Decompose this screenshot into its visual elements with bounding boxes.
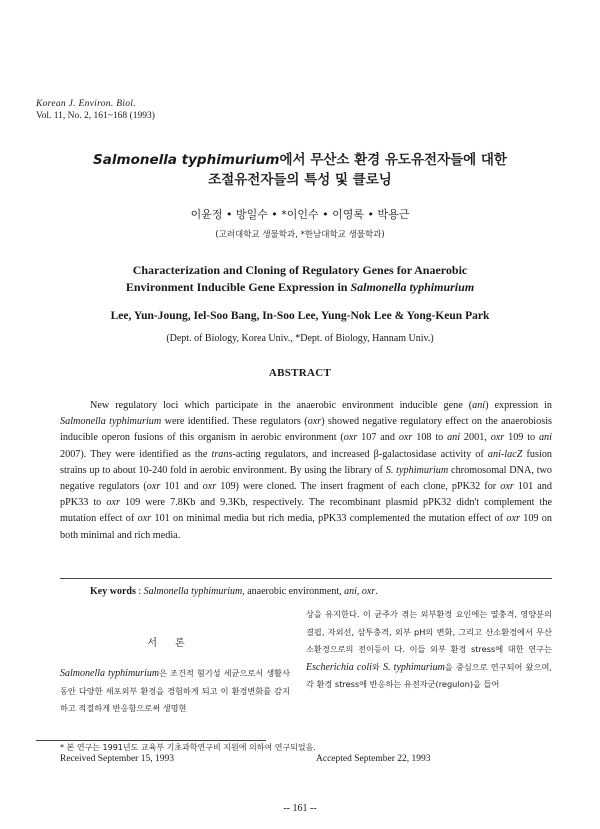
keywords-label: Key words <box>90 586 136 597</box>
title-english-line2: Environment Inducible Gene Expression in <box>125 280 351 294</box>
intro-paragraph-left: Salmonella typhimurium은 조건적 혐기성 세균으로서 생활사동안 다양한 세포외부 환경을 경험하게 되고 이 환경변화를 감지하고 적절하게 반응함으로써 생명현 <box>60 668 290 714</box>
intro-right-column <box>306 606 552 694</box>
journal-volume: Vol. 11, No. 2, 161~168 (1993) <box>36 111 155 121</box>
intro-paragraph-right: 상을 유지한다. 이 균주가 겪는 외부환경 요인에는 열충격, 영양분의 결핍, 자외선, 삼투충격, 외부 pH의 변화, 그리고 산소환경에서 무산소환경으로의 전이등이 다. 이들 외부 환경 stress에 대한 연구는 Escherichia coli와 S. typhimurium을 중심으로 연구되어 왔으며, 각 환경 stress에 반응하는 유전자군(regulon)을 들어 <box>306 609 553 690</box>
title-english-species: Salmonella typhimurium <box>350 280 475 294</box>
abstract-body: New regulatory loci which participate in the anaerobic environment inducible gene (ani) expression in Salmonella typhimurium were identified. These regulators (oxr) showed negative regulatory effect on the anaerobiosis inducible operon fusions of this organism in aerobic environment (oxr 107 and oxr 108 to ani 2001, oxr 109 to ani 2007). They were identified as the trans-acting regulators, and increased β-galactosidase activity of ani-lacZ fusion strains up to about 10-240 fold in aerobic environment. By using the library of S. typhimurium chromosomal DNA, two negative regulators (oxr 101 and oxr 109) were cloned. The insert fragment of each clone, pPK32 for oxr 101 and pPK33 to oxr 109 were 7.8Kb and 9.3Kb, respectively. The recombinant plasmid pPK32 didn't complement the mutation effect of oxr 101 on minimal media but rich media, pPK33 complemented the mutation effect of oxr 109 on both minimal and rich media. <box>60 400 553 541</box>
authors-english: Lee, Yun-Joung, Iel-Soo Bang, In-Soo Lee, Yung-Nok Lee & Yong-Keun Park <box>110 310 490 322</box>
authors-korean: 이윤정 • 방일수 • *이인수 • 이영록 • 박용근 <box>190 208 410 221</box>
received-date: Received September 15, 1993 <box>60 754 174 764</box>
page-number: -- 161 -- <box>283 803 317 814</box>
abstract-divider <box>60 578 552 579</box>
accepted-date: Accepted September 22, 1993 <box>316 754 431 764</box>
section-heading-intro: 서론 <box>147 638 203 649</box>
affiliation-english: (Dept. of Biology, Korea Univ., *Dept. of Biology, Hannam Univ.) <box>166 333 434 344</box>
journal-name: Korean J. Environ. Biol. <box>36 99 136 109</box>
footnote: * 본 연구는 1991년도 교육부 기초과학연구비 지원에 의하여 연구되었음. <box>60 743 316 752</box>
footnote-rule <box>36 740 266 741</box>
title-korean-line1: 에서 무산소 환경 유도유전자들에 대한 <box>279 152 507 168</box>
title-korean <box>0 150 600 190</box>
intro-left-column <box>60 610 290 718</box>
abstract-heading: ABSTRACT <box>268 367 332 379</box>
title-english <box>0 262 600 296</box>
journal-citation <box>36 98 155 122</box>
title-korean-line2: 조절유전자들의 특성 및 클로닝 <box>208 172 392 188</box>
title-korean-species: Salmonella typhimurium <box>93 152 280 168</box>
title-english-line1: Characterization and Cloning of Regulatory Genes for Anaerobic <box>132 263 468 277</box>
keywords: Key words : Salmonella typhimurium, anaerobic environment, ani, oxr. <box>90 586 378 597</box>
affiliation-korean: (고려대학교 생물학과, *한남대학교 생물학과) <box>215 230 385 240</box>
